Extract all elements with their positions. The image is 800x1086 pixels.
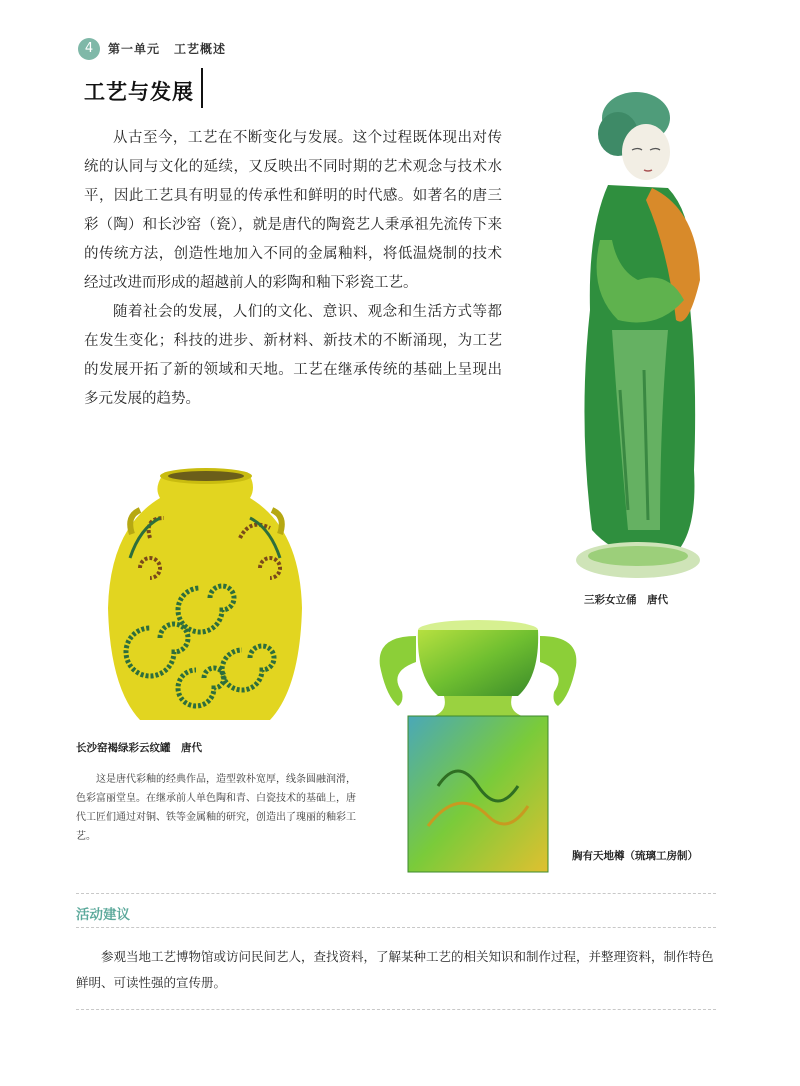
activity-title: 活动建议 [76,907,130,923]
unit-topic: 工艺概述 [174,42,227,56]
paragraph-1: 从古至今，工艺在不断变化与发展。这个过程既体现出对传统的认同与文化的延续，又反映出不同时期的艺术观念与技术水平，因此工艺具有明显的传承性和鲜明的时代感。如著名的唐三彩（陶）和长沙窑（瓷），就是唐代的陶瓷艺人秉承祖先流传下来的传统方法，创造性地加入不同的金属釉料，将低温烧制的技术经过改进而形成的超越前人的彩陶和釉下彩瓷工艺。 [84,130,502,291]
activity-paragraph: 参观当地工艺博物馆或访问民间艺人，查找资料，了解某种工艺的相关知识和制作过程，并整理资料，制作特色鲜明、可读性强的宣传册。 [76,949,714,990]
paragraph-2: 随着社会的发展，人们的文化、意识、观念和生活方式等都在发生变化；科技的进步、新材料、新技术的不断涌现，为工艺的发展开拓了新的领域和天地。工艺在继承传统的基础上呈现出多元发展的趋势。 [84,304,502,407]
glass-caption: 胸有天地樽（琉璃工房制） [572,850,698,862]
figurine-caption: 三彩女立俑 唐代 [584,594,668,606]
sancai-figurine-image [548,90,728,586]
page-number-badge: 4 [78,38,100,60]
section-title: 工艺与发展 [84,80,194,104]
activity-bottom-divider [76,1009,716,1010]
title-divider [201,68,203,108]
main-text [84,124,502,414]
jar-note [76,770,356,846]
unit-label: 第一单元 [108,42,161,56]
jar-note-text: 这是唐代彩釉的经典作品，造型敦朴宽厚，线条圆融润滑，色彩富丽堂皇。在继承前人单色陶和青、白瓷技术的基础上，唐代工匠们通过对铜、铁等金属釉的研究，创造出了瑰丽的釉彩工艺。 [76,774,356,842]
activity-text [76,944,716,996]
activity-title-divider [76,927,716,928]
unit-heading [108,40,226,57]
changsha-jar-image [100,458,310,730]
glass-vessel-image [368,616,588,880]
jar-caption: 长沙窑褐绿彩云纹罐 唐代 [76,742,202,754]
activity-top-divider [76,893,716,894]
